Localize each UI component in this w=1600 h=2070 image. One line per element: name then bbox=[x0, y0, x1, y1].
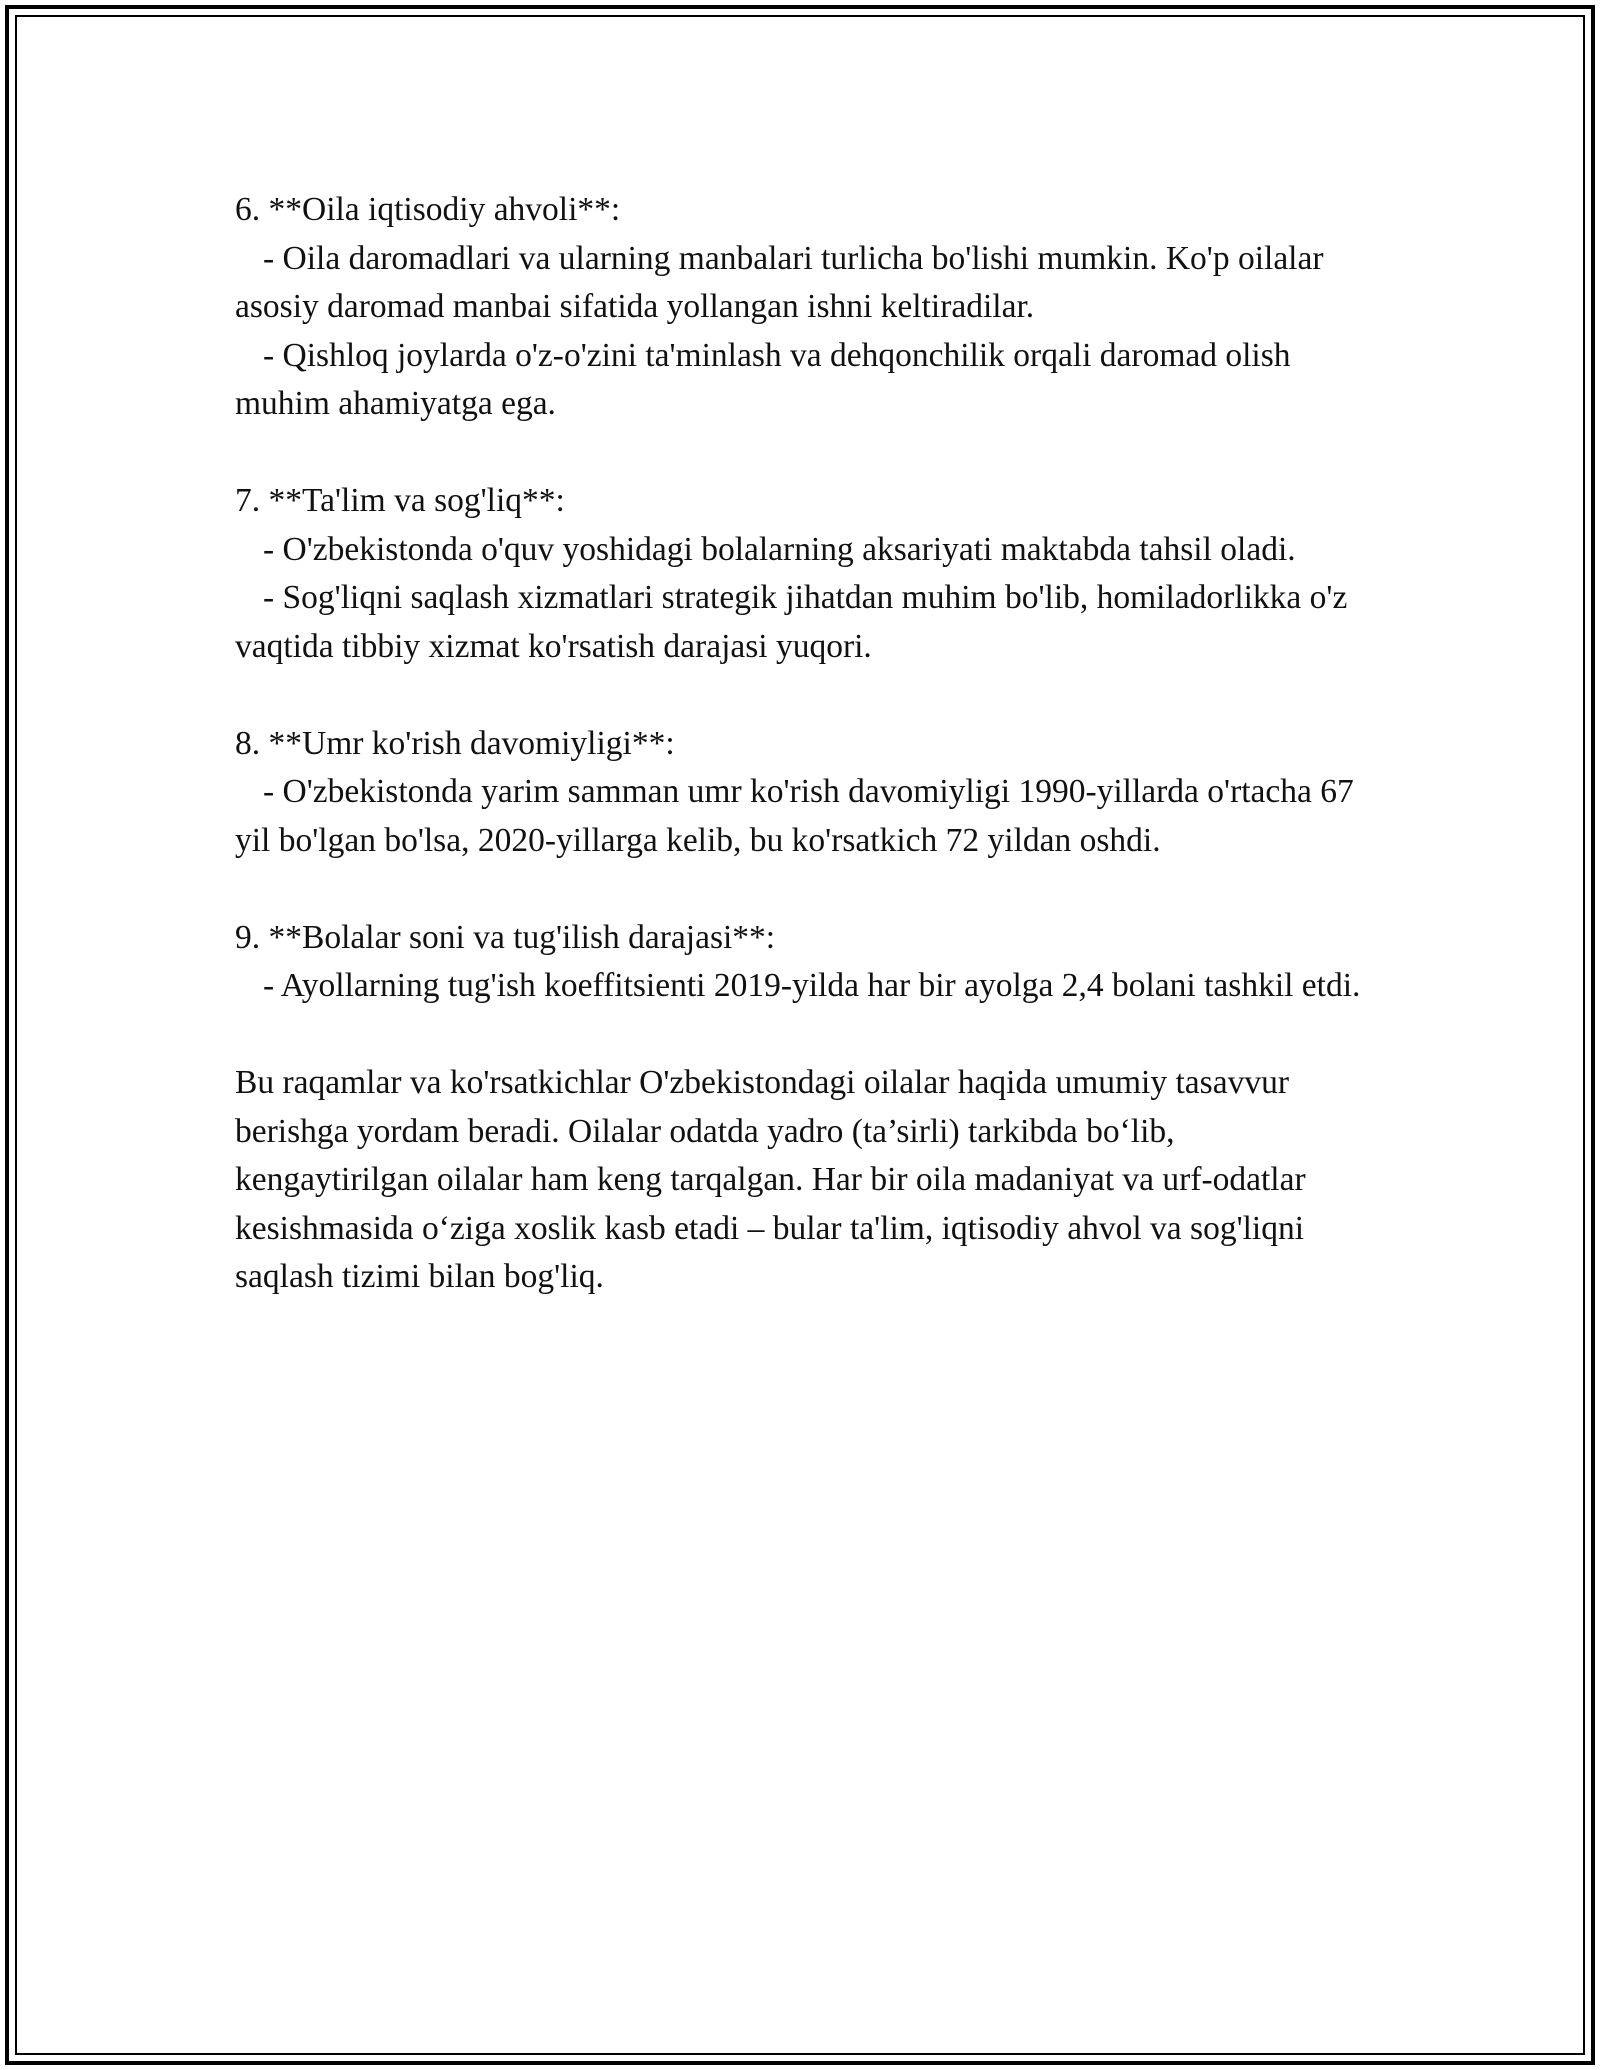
section-birth-rate bbox=[235, 914, 1365, 1011]
section-education-health bbox=[235, 477, 1365, 671]
document-body bbox=[235, 186, 1365, 1302]
section-heading: 7. **Ta'lim va sog'liq**: bbox=[235, 482, 565, 519]
section-heading: 8. **Umr ko'rish davomiyligi**: bbox=[235, 724, 675, 762]
bullet-item: - Oila daromadlari va ularning manbalari turlicha bo'lishi mumkin. Ko'p oilalar asosiy daromad manbai sifatida yollangan ishni keltiradilar. bbox=[235, 239, 1324, 325]
section-economic-status bbox=[235, 186, 1365, 429]
bullet-item: - Sog'liqni saqlash xizmatlari strategik jihatdan muhim bo'lib, homiladorlikka o'z vaqtida tibbiy xizmat ko'rsatish darajasi yuqori. bbox=[235, 579, 1348, 665]
bullet-item: - O'zbekistonda o'quv yoshidagi bolalarning aksariyati maktabda tahsil oladi. bbox=[263, 530, 1296, 568]
section-life-expectancy bbox=[235, 720, 1365, 866]
bullet-item: - Ayollarning tug'ish koeffitsienti 2019-yilda har bir ayolga 2,4 bolani tashkil etdi. bbox=[263, 967, 1361, 1004]
conclusion-paragraph: Bu raqamlar va ko'rsatkichlar O'zbekistondagi oilalar haqida umumiy tasavvur berishga yordam beradi. Oilalar odatda yadro (ta’sirli) tarkibda bo‘lib, kengaytirilgan oilalar ham keng tarqalgan. Har bir oila madaniyat va urf-odatlar kesishmasida o‘ziga xoslik kasb etadi – bular ta'lim, iqtisodiy ahvol va sog'liqni saqlash tizimi bilan bog'liq. bbox=[235, 1064, 1306, 1295]
bullet-item: - Qishloq joylarda o'z-o'zini ta'minlash va dehqonchilik orqali daromad olish muhim ahamiyatga ega. bbox=[235, 336, 1291, 422]
section-heading: 9. **Bolalar soni va tug'ilish darajasi**: bbox=[235, 918, 776, 956]
section-heading: 6. **Oila iqtisodiy ahvoli**: bbox=[235, 191, 621, 228]
bullet-item: - O'zbekistonda yarim samman umr ko'rish davomiyligi 1990-yillarda o'rtacha 67 yil bo'lgan bo'lsa, 2020-yillarga kelib, bu ko'rsatkich 72 yildan oshdi. bbox=[235, 773, 1354, 859]
